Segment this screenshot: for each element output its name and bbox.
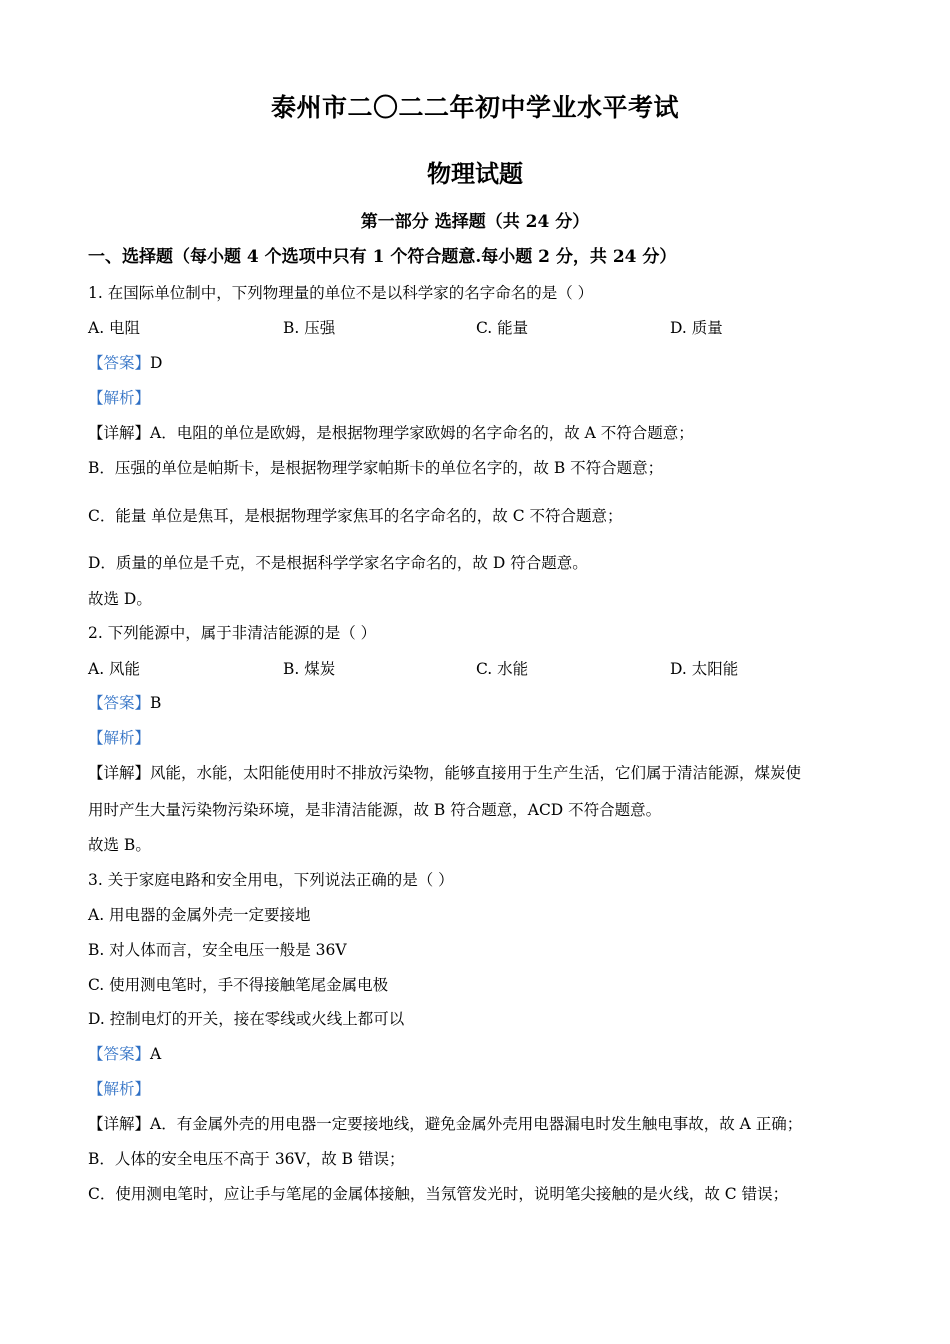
question-1-detail-line: C．能量 单位是焦耳，是根据物理学家焦耳的名字命名的，故 C 不符合题意； [88, 507, 623, 525]
question-3-detail-line [88, 1113, 862, 1135]
detail-text: A．有金属外壳的用电器一定要接地线，避免金属外壳用电器漏电时发生触电事故，故 A 正确； [150, 1115, 803, 1133]
detail-label: 【详解】 [88, 1115, 151, 1133]
question-2-option-a: A. 风能 [88, 660, 141, 678]
question-2-option-c: C. 水能 [476, 660, 529, 678]
question-2-detail-line [88, 762, 862, 784]
detail-label: 【详解】 [88, 424, 151, 442]
question-1-option-c: C. 能量 [476, 319, 529, 337]
question-2-stem: 2. 下列能源中，属于非清洁能源的是（ ） [88, 624, 377, 642]
question-2-conclusion: 故选 B。 [88, 836, 151, 854]
question-1-detail-line: D．质量的单位是千克，不是根据科学学家名字命名的，故 D 符合题意。 [88, 554, 588, 572]
question-3-option-d: D. 控制电灯的开关，接在零线或火线上都可以 [88, 1010, 405, 1028]
detail-text: A．电阻的单位是欧姆，是根据物理学家欧姆的名字命名的，故 A 不符合题意； [150, 424, 694, 442]
question-3-detail-line: B．人体的安全电压不高于 36V，故 B 错误； [88, 1150, 405, 1168]
question-3-option-b: B. 对人体而言，安全电压一般是 36V [88, 941, 347, 959]
answer-value: A [150, 1045, 162, 1063]
question-1-answer [88, 352, 862, 374]
detail-text: 风能，水能，太阳能使用时不排放污染物，能够直接用于生产生活，它们属于清洁能源，煤炭使 [150, 764, 802, 782]
answer-label: 【答案】 [88, 694, 151, 712]
question-3-analysis-label: 【解析】 [88, 1080, 151, 1098]
question-2-option-d: D. 太阳能 [670, 660, 739, 678]
question-2-detail-line: 用时产生大量污染物污染环境，是非清洁能源，故 B 符合题意，ACD 不符合题意。 [88, 801, 662, 819]
question-2-option-b: B. 煤炭 [283, 660, 336, 678]
question-1-option-b: B. 压强 [283, 319, 336, 337]
question-1-analysis-label: 【解析】 [88, 389, 151, 407]
question-3-detail-line: C．使用测电笔时，应让手与笔尾的金属体接触，当氖管发光时，说明笔尖接触的是火线，故 C 错误； [88, 1185, 789, 1203]
question-1-option-a: A. 电阻 [88, 319, 141, 337]
question-3-stem: 3. 关于家庭电路和安全用电，下列说法正确的是（ ） [88, 871, 454, 889]
subject-title: 物理试题 [427, 159, 523, 188]
question-1-conclusion: 故选 D。 [88, 590, 152, 608]
answer-value: B [150, 694, 162, 712]
part-title: 第一部分 选择题（共 24 分） [360, 212, 590, 232]
question-1-detail-line [88, 422, 862, 444]
question-2-answer [88, 692, 862, 714]
question-2-options [88, 658, 862, 680]
question-2-analysis-label: 【解析】 [88, 729, 151, 747]
question-1-option-d: D. 质量 [670, 319, 723, 337]
detail-label: 【详解】 [88, 764, 151, 782]
question-3-answer [88, 1043, 862, 1065]
question-1-options [88, 317, 862, 339]
answer-value: D [150, 354, 163, 372]
question-3-option-c: C. 使用测电笔时，手不得接触笔尾金属电极 [88, 976, 389, 994]
question-1-detail-line: B．压强的单位是帕斯卡，是根据物理学家帕斯卡的单位名字的，故 B 不符合题意； [88, 459, 664, 477]
answer-label: 【答案】 [88, 1045, 151, 1063]
exam-title: 泰州市二〇二二年初中学业水平考试 [270, 93, 679, 122]
question-1-stem: 1. 在国际单位制中，下列物理量的单位不是以科学家的名字命名的是（ ） [88, 284, 594, 302]
question-3-option-a: A. 用电器的金属外壳一定要接地 [88, 906, 311, 924]
section-title: 一、选择题（每小题 4 个选项中只有 1 个符合题意.每小题 2 分，共 24 分） [88, 247, 677, 267]
answer-label: 【答案】 [88, 354, 151, 372]
